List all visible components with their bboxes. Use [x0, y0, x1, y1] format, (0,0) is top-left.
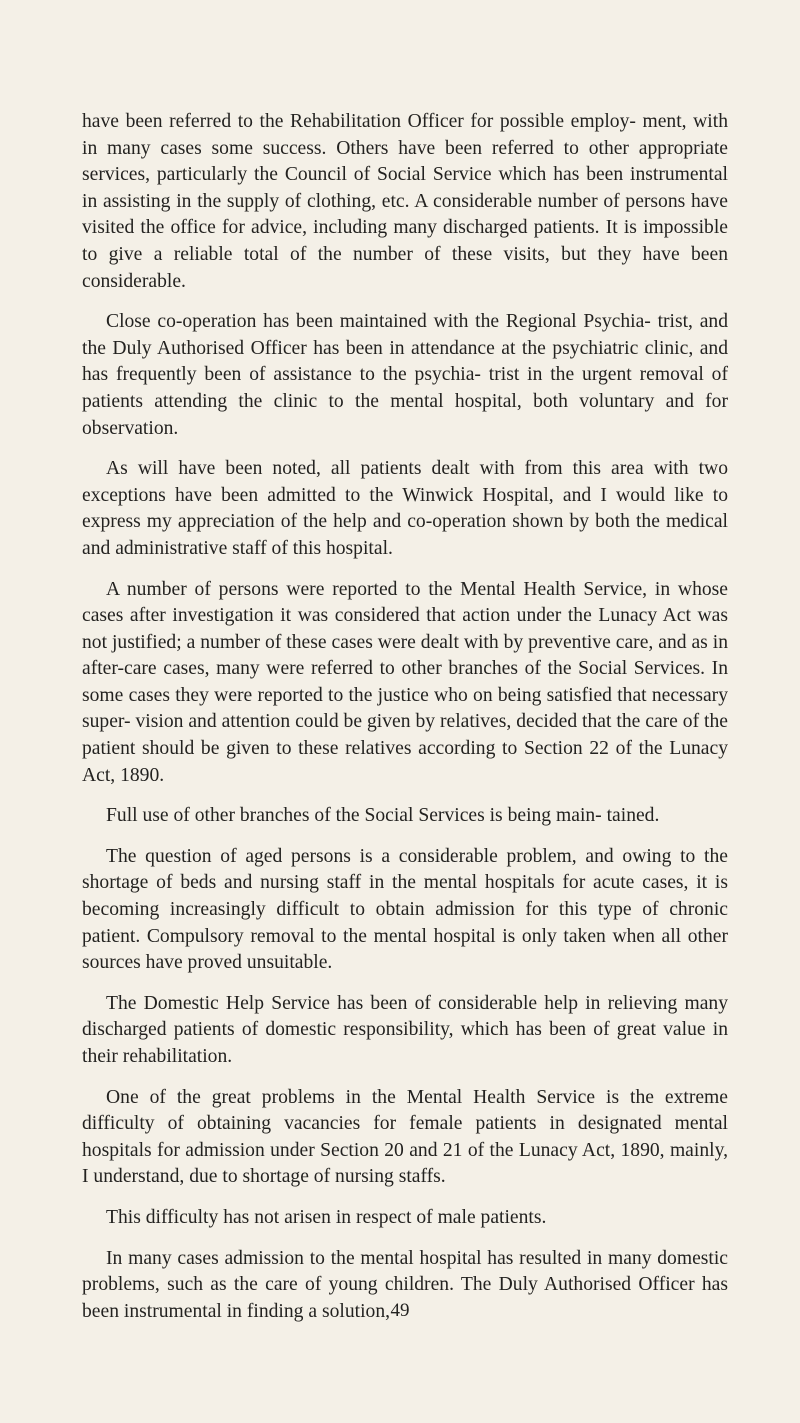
- paragraph-5: Full use of other branches of the Social Services is being main- tained.: [106, 805, 660, 827]
- paragraph-10: In many cases admission to the mental hospital has resulted in many domestic problems, such as the care of young children. The Duly Authorised Officer has been instrumental in finding a solution,: [82, 1247, 728, 1322]
- paragraph-3: As will have been noted, all patients dealt with from this area with two exceptions have been admitted to the Winwick Hospital, and I would like to express my appreciation of the help and co-operation shown by both the medical and administrative staff of this hospital.: [82, 458, 728, 559]
- paragraph-8: One of the great problems in the Mental Health Service is the extreme difficulty of obtaining vacancies for female patients in designated mental hospitals for admission under Section 20 and 21 of the Lunacy Act, 1890, mainly, I understand, due to shortage of nursing staffs.: [82, 1086, 728, 1188]
- paragraph-6: The question of aged persons is a considerable problem, and owing to the shortage of beds and nursing staff in the mental hospitals for acute cases, it is becoming increasingly difficult to obtain admission for this type of chronic patient. Compulsory removal to the mental hospital is only taken when all other sources have proved unsuitable.: [82, 845, 728, 974]
- paragraph-4: A number of persons were reported to the Mental Health Service, in whose cases after investigation it was considered that action under the Lunacy Act was not justified; a number of these cases were dealt with by preventive care, and as in after-care cases, many were referred to other branches of the Social Services. In some cases they were reported to the justice who on being satisfied that necessary super- vision and attention could be given by relatives, decided that the care of the patient should be given to these relatives according to Section 22 of the Lunacy Act, 1890.: [82, 578, 728, 786]
- paragraph-2: Close co-operation has been maintained with the Regional Psychia- trist, and the Duly Authorised Officer has been in attendance at the psychiatric clinic, and has frequently been of assistance to the psychia- trist in the urgent removal of patients attending the clinic to the mental hospital, both voluntary and for observation.: [82, 311, 728, 439]
- paragraph-9: This difficulty has not arisen in respect of male patients.: [106, 1206, 547, 1228]
- paragraph-7: The Domestic Help Service has been of considerable help in relieving many discharged patients of domestic responsibility, which has been of great value in their rehabilitation.: [82, 992, 728, 1067]
- body-text: [82, 109, 728, 1339]
- paragraph-1: have been referred to the Rehabilitation Officer for possible employ- ment, with in many cases some success. Others have been referred to other appropriate services, particularly the Council of Social Service which has been instrumental in assisting in the supply of clothing, etc. A considerable number of persons have visited the office for advice, including many discharged patients. It is impossible to give a reliable total of the number of these visits, but they have been considerable.: [82, 111, 728, 292]
- page-number: 49: [390, 1300, 410, 1321]
